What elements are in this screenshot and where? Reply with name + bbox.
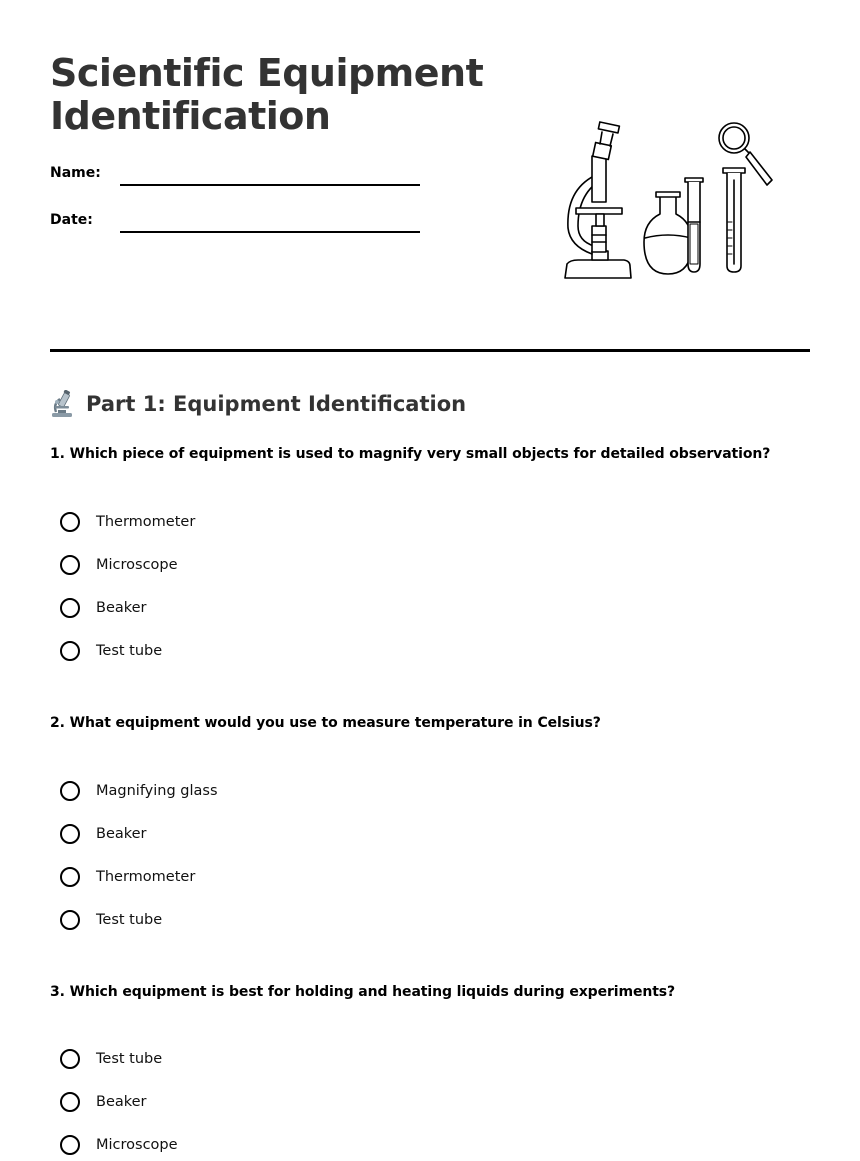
thermometer-icon	[723, 168, 745, 272]
radio-button[interactable]	[60, 641, 80, 661]
option-label: Thermometer	[96, 514, 196, 530]
question-3-text: 3. Which equipment is best for holding and heating liquids during experiments?	[50, 984, 676, 1000]
flask-icon	[644, 192, 692, 274]
option-label: Microscope	[96, 557, 178, 573]
option-label: Beaker	[96, 826, 147, 842]
option-label: Test tube	[96, 912, 163, 928]
name-input-line[interactable]	[120, 184, 420, 186]
question-1-text: 1. Which piece of equipment is used to magnify very small objects for detailed observation?	[50, 446, 771, 462]
option-label: Thermometer	[96, 869, 196, 885]
q2-option-2[interactable]	[60, 820, 460, 848]
section-title	[50, 388, 466, 420]
radio-button[interactable]	[60, 867, 80, 887]
q1-option-1[interactable]	[60, 508, 460, 536]
date-field	[50, 212, 430, 240]
date-label: Date:	[50, 212, 93, 228]
q3-option-1[interactable]	[60, 1045, 460, 1073]
section-title-text: Part 1: Equipment Identification	[86, 392, 467, 416]
radio-button[interactable]	[60, 598, 80, 618]
microscope-icon	[565, 122, 631, 278]
option-label: Beaker	[96, 1094, 147, 1110]
radio-button[interactable]	[60, 824, 80, 844]
option-label: Beaker	[96, 600, 147, 616]
microscope-emoji-icon	[50, 390, 76, 418]
question-2-text: 2. What equipment would you use to measure temperature in Celsius?	[50, 715, 601, 731]
option-label: Test tube	[96, 1051, 163, 1067]
q2-option-1[interactable]	[60, 777, 460, 805]
header-divider	[50, 349, 810, 352]
radio-button[interactable]	[60, 512, 80, 532]
name-label: Name:	[50, 165, 101, 181]
q1-option-2[interactable]	[60, 551, 460, 579]
lab-equipment-illustration	[558, 118, 778, 286]
radio-button[interactable]	[60, 1049, 80, 1069]
radio-button[interactable]	[60, 1092, 80, 1112]
option-label: Test tube	[96, 643, 163, 659]
option-label: Microscope	[96, 1137, 178, 1153]
q3-option-2[interactable]	[60, 1088, 460, 1116]
q3-option-3[interactable]	[60, 1131, 460, 1159]
name-field	[50, 165, 430, 193]
test-tube-icon	[685, 178, 703, 272]
option-label: Magnifying glass	[96, 783, 218, 799]
worksheet-title: Scientific Equipment Identification	[50, 51, 484, 138]
radio-button[interactable]	[60, 555, 80, 575]
q1-option-3[interactable]	[60, 594, 460, 622]
q1-option-4[interactable]	[60, 637, 460, 665]
radio-button[interactable]	[60, 910, 80, 930]
radio-button[interactable]	[60, 781, 80, 801]
date-input-line[interactable]	[120, 231, 420, 233]
q2-option-4[interactable]	[60, 906, 460, 934]
q2-option-3[interactable]	[60, 863, 460, 891]
radio-button[interactable]	[60, 1135, 80, 1155]
